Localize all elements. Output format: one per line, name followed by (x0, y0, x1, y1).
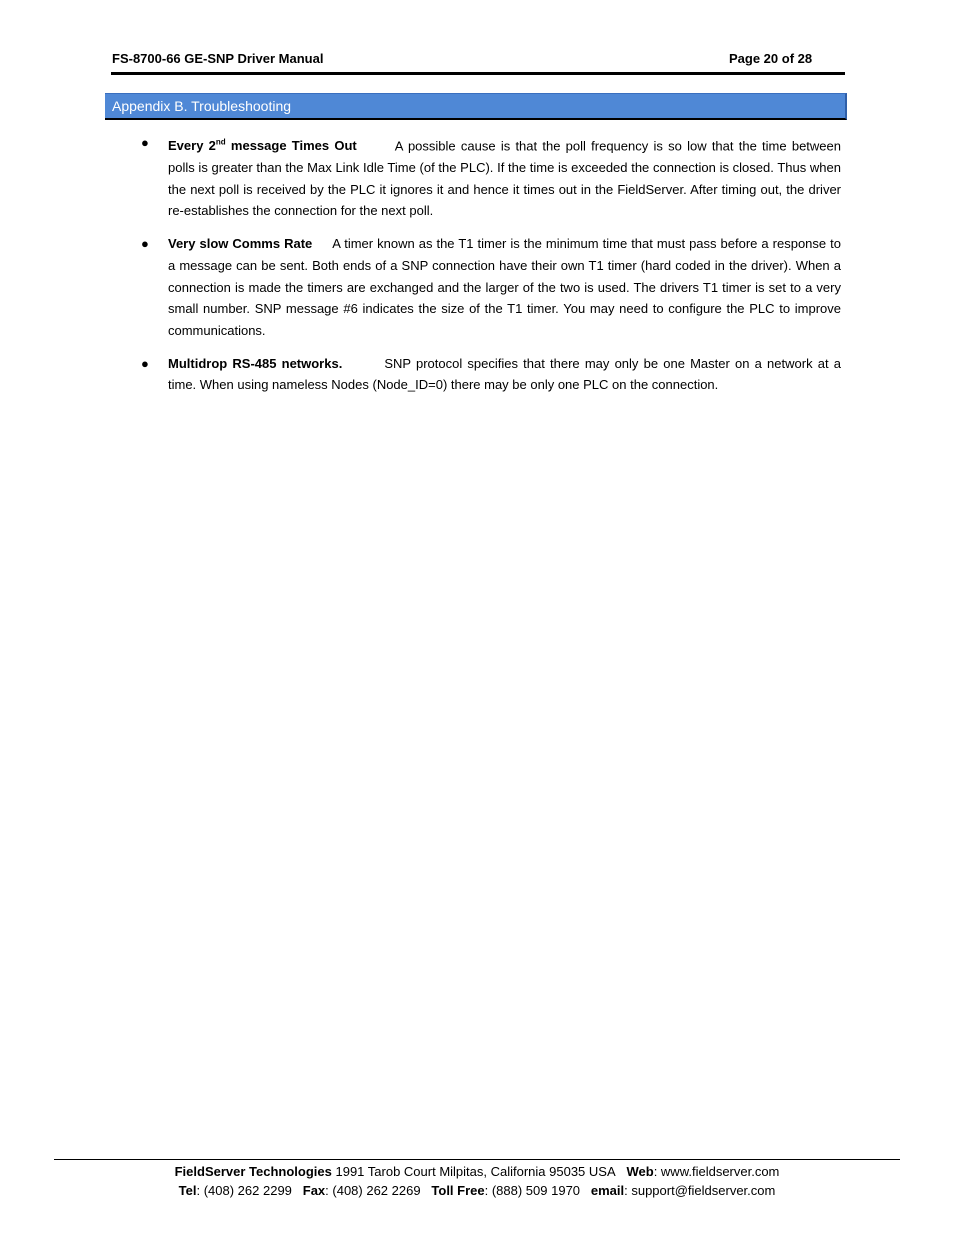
company-address: 1991 Tarob Court Milpitas, California 95035 USA (331, 1164, 616, 1179)
fax-value: : (408) 262 2269 (325, 1183, 421, 1198)
bullet-icon: ● (141, 236, 149, 252)
tel-label: Tel (178, 1183, 197, 1198)
bullet-icon: ● (141, 135, 149, 150)
tollfree-value: : (888) 509 1970 (484, 1183, 581, 1198)
item-term-superscript: nd (215, 138, 226, 147)
item-term: Multidrop RS-485 networks. (168, 355, 343, 371)
section-title: Appendix B. Troubleshooting (112, 98, 292, 114)
footer-divider (54, 1159, 900, 1160)
troubleshooting-list (141, 132, 841, 396)
header-divider (111, 72, 845, 75)
page-number: Page 20 of 28 (729, 51, 813, 66)
list-item (141, 353, 841, 396)
item-text: A possible cause is that the poll frequency is so low that the time between polls is greater than the Max Link Idle Time (of the PLC). If the time is exceeded the connection is closed. Thus when the next poll is received by the PLC it ignores it and hence it times out in the FieldServer. After timing out, the driver re-establishes the connection for the next poll. (168, 138, 841, 219)
item-term-prefix: Every 2 (168, 138, 216, 154)
bullet-icon: ● (141, 355, 149, 371)
item-term (168, 138, 357, 153)
email-label: email (590, 1183, 625, 1198)
tel-value: : (408) 262 2299 (196, 1183, 292, 1198)
tollfree-label: Toll Free (431, 1183, 485, 1198)
section-heading-bar (105, 93, 847, 120)
document-title: FS-8700-66 GE-SNP Driver Manual (112, 51, 324, 66)
footer-line-1 (54, 1162, 900, 1181)
fax-label: Fax (302, 1183, 326, 1198)
list-item (141, 132, 841, 222)
list-item (141, 233, 841, 342)
footer (54, 1162, 900, 1200)
footer-line-2 (54, 1181, 900, 1200)
web-value: : www.fieldserver.com (653, 1164, 780, 1179)
email-value: : support@fieldserver.com (624, 1183, 776, 1198)
company-name: FieldServer Technologies (174, 1164, 332, 1179)
item-term-suffix: message Times Out (225, 138, 357, 154)
item-text: A timer known as the T1 timer is the minimum time that must pass before a response to a message can be sent. Both ends of a SNP connection have their own T1 timer (hard coded in the driver). When a connection is made the timers are exchanged and the larger of the two is used. The drivers T1 timer is set to a very small number. SNP message #6 indicates the size of the T1 timer. You may need to configure the PLC to improve communications. (168, 236, 841, 338)
web-label: Web (626, 1164, 654, 1179)
item-term: Very slow Comms Rate (168, 236, 313, 252)
item-text: SNP protocol specifies that there may only be one Master on a network at a time. When using nameless Nodes (Node_ID=0) there may be only one PLC on the connection. (168, 355, 841, 393)
